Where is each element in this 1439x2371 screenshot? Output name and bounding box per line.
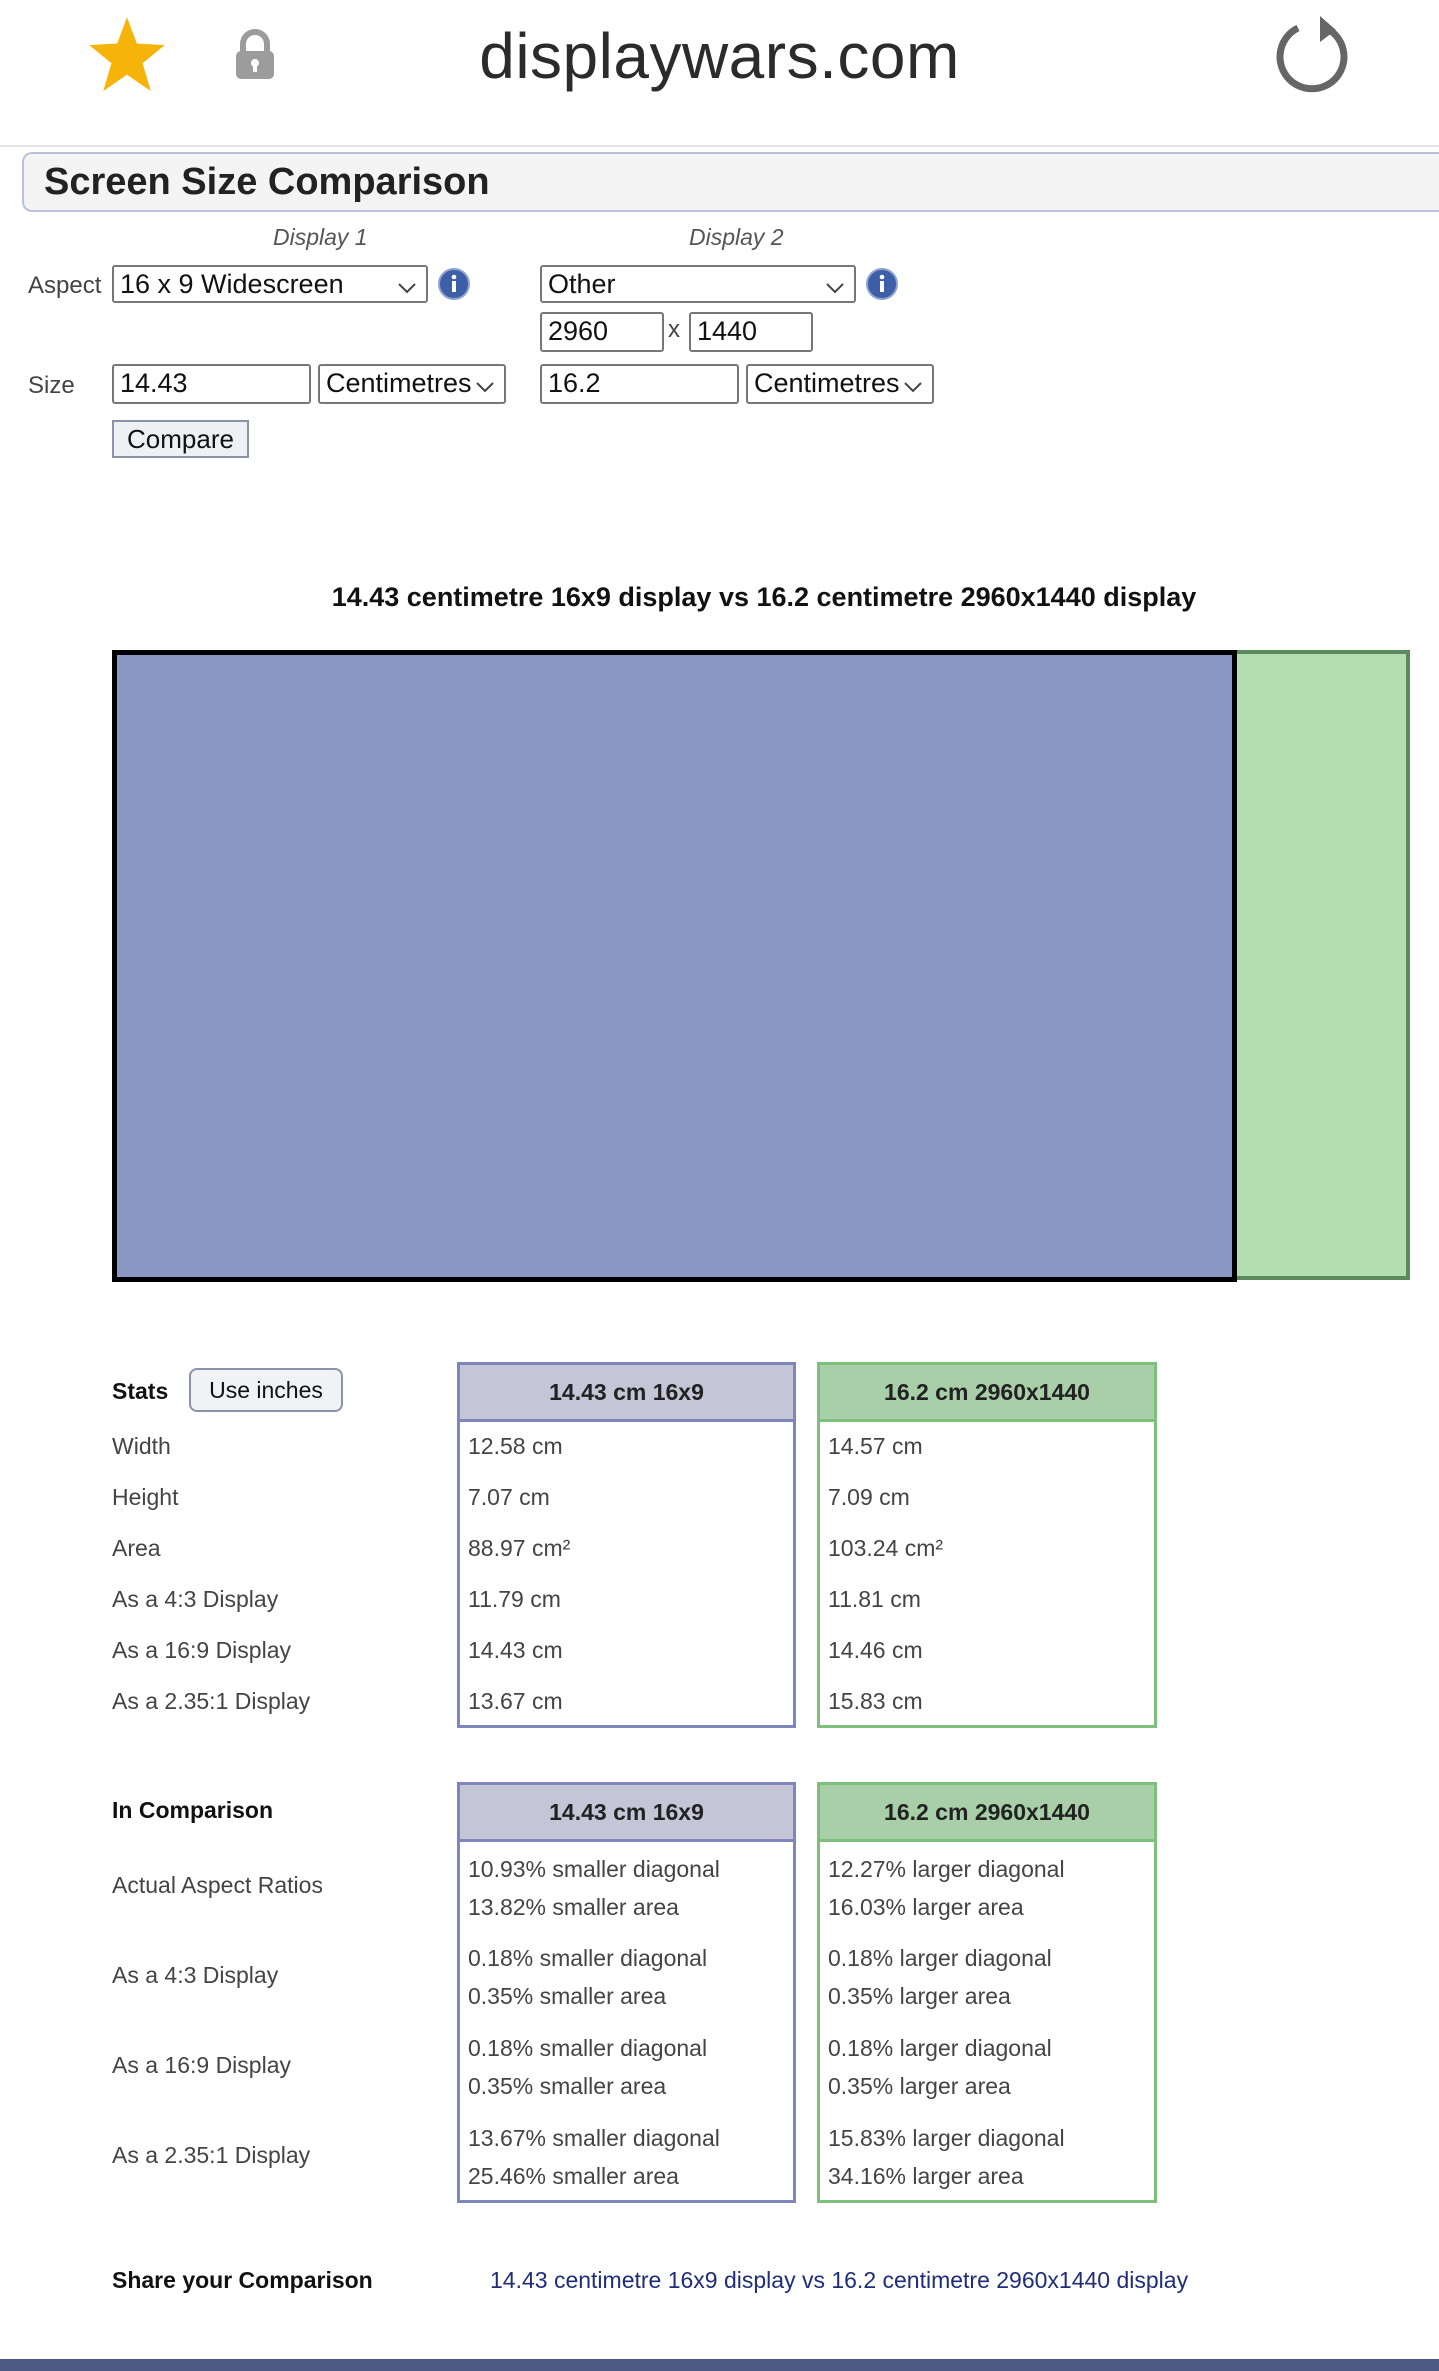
comparison-cell: 12.27% larger diagonal: [828, 1856, 1065, 1882]
stat-label-16-9: As a 16:9 Display: [112, 1637, 291, 1663]
comparison-label-4-3: As a 4:3 Display: [112, 1962, 279, 1988]
comparison-cell: 16.03% larger area: [828, 1894, 1024, 1920]
stats-cell: 88.97 cm²: [468, 1535, 571, 1561]
comparison-cell: 13.82% smaller area: [468, 1894, 679, 1920]
comparison-label-16-9: As a 16:9 Display: [112, 2052, 291, 2078]
display2-size-input[interactable]: 16.2: [540, 364, 739, 404]
comparison-section-label: In Comparison: [112, 1797, 274, 1823]
stats-cell: 14.46 cm: [828, 1637, 923, 1663]
comparison-visual-title: 14.43 centimetre 16x9 display vs 16.2 centimetre 2960x1440 display: [331, 582, 1197, 612]
comparison-cell: 10.93% smaller diagonal: [468, 1856, 720, 1882]
chevron-down-icon: [902, 372, 924, 394]
stat-label-area: Area: [112, 1535, 161, 1561]
stats-cell: 15.83 cm: [828, 1688, 923, 1714]
comparison-cell: 13.67% smaller diagonal: [468, 2125, 720, 2151]
stats-cell: 14.43 cm: [468, 1637, 563, 1663]
display1-aspect-select[interactable]: [112, 265, 428, 303]
display2-aspect-select[interactable]: [540, 265, 856, 303]
stat-label-4-3: As a 4:3 Display: [112, 1586, 279, 1612]
stats-cell: 7.09 cm: [828, 1484, 910, 1510]
stats-cell: 103.24 cm²: [828, 1535, 944, 1561]
stats-cell: 13.67 cm: [468, 1688, 563, 1714]
aspect-label: Aspect: [28, 272, 102, 299]
display1-unit-value: Centimetres: [326, 368, 472, 398]
display2-info-icon[interactable]: [865, 267, 899, 301]
display1-size-input[interactable]: 14.43: [112, 364, 311, 404]
stat-label-height: Height: [112, 1484, 179, 1510]
display2-column-label: Display 2: [689, 224, 784, 250]
reload-icon[interactable]: [1270, 14, 1354, 98]
display2-unit-select[interactable]: [746, 364, 934, 404]
page-title: Screen Size Comparison: [44, 161, 490, 203]
resolution-separator: x: [668, 316, 680, 343]
comparison-label-2-35: As a 2.35:1 Display: [112, 2142, 311, 2168]
compare-button[interactable]: Compare: [112, 420, 249, 458]
stats-section-label: Stats: [112, 1378, 169, 1404]
stats-cell: 11.79 cm: [468, 1586, 561, 1612]
share-label: Share your Comparison: [112, 2267, 373, 2293]
stat-label-width: Width: [112, 1433, 171, 1459]
display2-resolution-width-input[interactable]: 2960: [540, 312, 664, 352]
size-label: Size: [28, 372, 75, 399]
display1-unit-select[interactable]: [318, 364, 506, 404]
chevron-down-icon: [824, 273, 846, 295]
display1-aspect-value: 16 x 9 Widescreen: [120, 269, 344, 299]
share-comparison-link[interactable]: 14.43 centimetre 16x9 display vs 16.2 centimetre 2960x1440 display: [490, 2267, 1189, 2293]
comparison-cell: 0.18% smaller diagonal: [468, 1945, 708, 1971]
comparison-cell: 15.83% larger diagonal: [828, 2125, 1065, 2151]
comparison-cell: 0.18% smaller diagonal: [468, 2035, 708, 2061]
comparison-cell: 0.18% larger diagonal: [828, 2035, 1052, 2061]
bottom-bar: [0, 2359, 1439, 2371]
comparison-cell: 34.16% larger area: [828, 2163, 1024, 2189]
display1-rectangle: [112, 650, 1237, 1282]
stats-display1-header: 14.43 cm 16x9: [460, 1365, 793, 1422]
chevron-down-icon: [396, 273, 418, 295]
display2-aspect-value: Other: [548, 269, 616, 299]
comparison-label-actual: Actual Aspect Ratios: [112, 1872, 323, 1898]
comparison-display2-column: [817, 1782, 1157, 2203]
address-bar-url[interactable]: displaywars.com: [479, 20, 960, 92]
comparison-cell: 0.35% larger area: [828, 1983, 1011, 2009]
stats-cell: 7.07 cm: [468, 1484, 550, 1510]
stats-cell: 12.58 cm: [468, 1433, 563, 1459]
comparison-display2-header: 16.2 cm 2960x1440: [820, 1785, 1154, 1842]
display2-unit-value: Centimetres: [754, 368, 900, 398]
comparison-cell: 0.35% smaller area: [468, 1983, 667, 2009]
stats-display2-column: [817, 1362, 1157, 1728]
comparison-cell: 0.18% larger diagonal: [828, 1945, 1052, 1971]
display1-column-label: Display 1: [273, 224, 368, 250]
comparison-display1-column: [457, 1782, 796, 2203]
comparison-cell: 0.35% larger area: [828, 2073, 1011, 2099]
display1-info-icon[interactable]: [437, 267, 471, 301]
stats-cell: 11.81 cm: [828, 1586, 921, 1612]
stats-cell: 14.57 cm: [828, 1433, 923, 1459]
comparison-cell: 25.46% smaller area: [468, 2163, 679, 2189]
use-inches-button[interactable]: Use inches: [189, 1368, 343, 1412]
comparison-display1-header: 14.43 cm 16x9: [460, 1785, 793, 1842]
stats-display2-header: 16.2 cm 2960x1440: [820, 1365, 1154, 1422]
comparison-cell: 0.35% smaller area: [468, 2073, 667, 2099]
stats-display1-column: [457, 1362, 796, 1728]
stat-label-2-35: As a 2.35:1 Display: [112, 1688, 311, 1714]
chevron-down-icon: [474, 372, 496, 394]
display2-resolution-height-input[interactable]: 1440: [689, 312, 813, 352]
